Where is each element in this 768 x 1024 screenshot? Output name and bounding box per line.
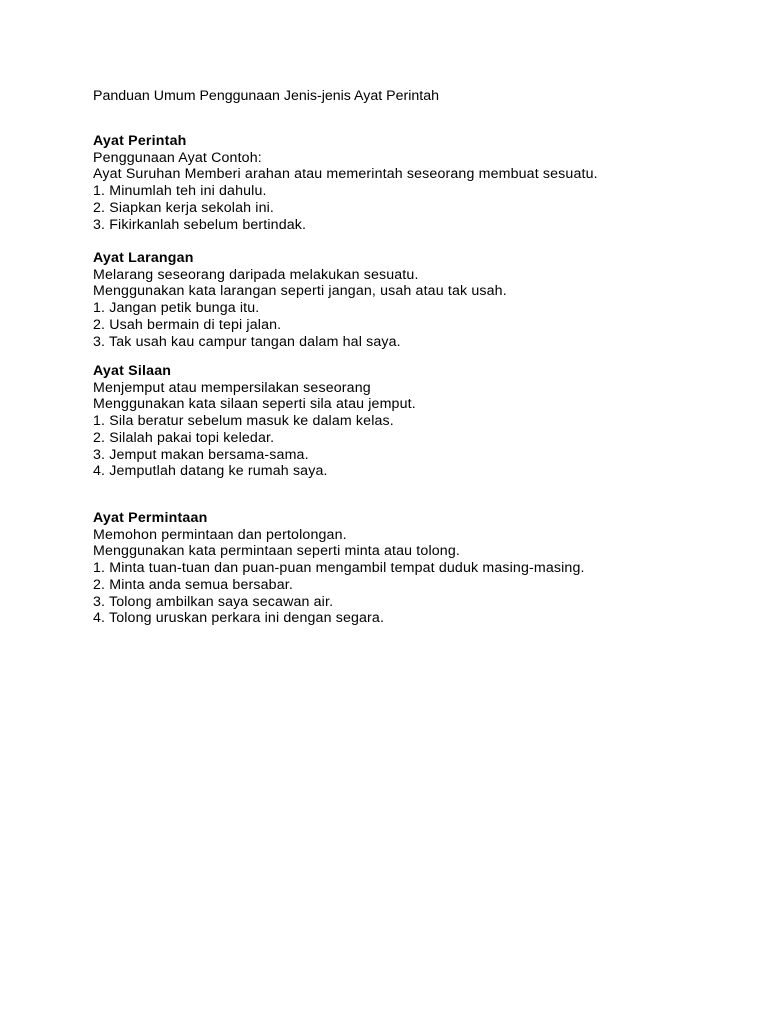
example-item: 2. Minta anda semua bersabar.: [93, 576, 293, 593]
example-item: 3. Fikirkanlah sebelum bertindak.: [93, 216, 307, 233]
example-item: 3. Tak usah kau campur tangan dalam hal saya.: [93, 333, 401, 350]
section-description: Memohon permintaan dan pertolongan.: [93, 526, 347, 543]
section-heading: Ayat Silaan: [93, 363, 172, 379]
example-item: 3. Jemput makan bersama-sama.: [93, 446, 309, 463]
section-description: Menjemput atau mempersilakan seseorang: [93, 379, 371, 396]
section-ayat-permintaan: [93, 510, 733, 627]
example-list: [93, 183, 733, 233]
example-item: 2. Siapkan kerja sekolah ini.: [93, 199, 275, 216]
example-item: 1. Minumlah teh ini dahulu.: [93, 183, 267, 200]
example-item: 1. Minta tuan-tuan dan puan-puan mengambil tempat duduk masing-masing.: [93, 560, 585, 577]
section-heading: Ayat Perintah: [93, 133, 187, 149]
section-ayat-silaan: [93, 363, 733, 480]
section-description: Menggunakan kata permintaan seperti minta atau tolong.: [93, 543, 460, 560]
section-heading: Ayat Larangan: [93, 250, 194, 266]
example-item: 1. Sila beratur sebelum masuk ke dalam kelas.: [93, 413, 394, 430]
section-description: Melarang seseorang daripada melakukan sesuatu.: [93, 266, 419, 283]
example-item: 4. Jemputlah datang ke rumah saya.: [93, 463, 328, 480]
document-title: Panduan Umum Penggunaan Jenis-jenis Ayat Perintah: [93, 88, 439, 104]
section-description: Penggunaan Ayat Contoh:: [93, 149, 262, 166]
example-list: [93, 560, 733, 627]
example-list: [93, 300, 733, 350]
section-description: Ayat Suruhan Memberi arahan atau memerintah seseorang membuat sesuatu.: [93, 166, 598, 183]
section-ayat-larangan: [93, 250, 733, 350]
example-item: 3. Tolong ambilkan saya secawan air.: [93, 593, 334, 610]
section-ayat-perintah: [93, 133, 733, 233]
section-description: Menggunakan kata silaan seperti sila atau jemput.: [93, 396, 416, 413]
example-item: 2. Silalah pakai topi keledar.: [93, 429, 275, 446]
section-description: Menggunakan kata larangan seperti jangan, usah atau tak usah.: [93, 283, 507, 300]
example-item: 1. Jangan petik bunga itu.: [93, 300, 260, 317]
section-heading: Ayat Permintaan: [93, 510, 208, 526]
example-item: 2. Usah bermain di tepi jalan.: [93, 316, 282, 333]
example-item: 4. Tolong uruskan perkara ini dengan segara.: [93, 610, 385, 627]
example-list: [93, 413, 733, 480]
